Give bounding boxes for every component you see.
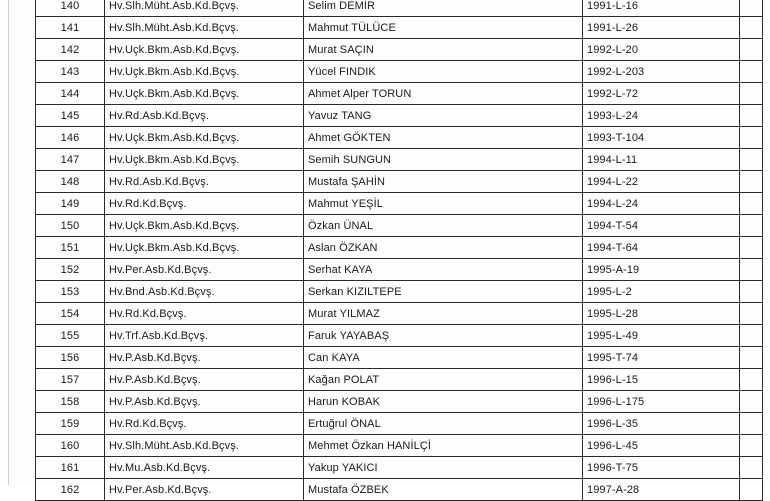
row-number-cell: 158 [36,391,105,413]
table-row [36,435,763,457]
name-cell: Mehmet Özkan HANİLÇİ [304,435,583,457]
rank-cell: Hv.Uçk.Bkm.Asb.Kd.Bçvş. [105,83,304,105]
name-cell: Ertuğrul ÖNAL [304,413,583,435]
rank-cell: Hv.Per.Asb.Kd.Bçvş. [105,479,304,501]
rank-cell: Hv.Trf.Asb.Kd.Bçvş. [105,325,304,347]
row-number-cell: 149 [36,193,105,215]
name-cell: Mustafa ÖZBEK [304,479,583,501]
row-number-cell: 153 [36,281,105,303]
registry-number-cell: 1995-T-74 [583,347,740,369]
name-cell: Yavuz TANG [304,105,583,127]
table-row [36,193,763,215]
registry-number-cell: 1992-L-203 [583,61,740,83]
trailing-cell [740,237,763,259]
table-row [36,303,763,325]
table-row [36,369,763,391]
rank-cell: Hv.Per.Asb.Kd.Bçvş. [105,259,304,281]
name-cell: Mahmut TÜLÜCE [304,17,583,39]
trailing-cell [740,303,763,325]
table-row [36,479,763,501]
rank-cell: Hv.P.Asb.Kd.Bçvş. [105,347,304,369]
trailing-cell [740,413,763,435]
trailing-cell [740,171,763,193]
registry-number-cell: 1994-L-11 [583,149,740,171]
registry-number-cell: 1991-L-26 [583,17,740,39]
trailing-cell [740,369,763,391]
page-edge-line [8,0,9,485]
rank-cell: Hv.Uçk.Bkm.Asb.Kd.Bçvş. [105,149,304,171]
name-cell: Yücel FINDIK [304,61,583,83]
rank-cell: Hv.Slh.Müht.Asb.Kd.Bçvş. [105,17,304,39]
trailing-cell [740,39,763,61]
row-number-cell: 147 [36,149,105,171]
table-row [36,259,763,281]
row-number-cell: 150 [36,215,105,237]
name-cell: Harun KOBAK [304,391,583,413]
table-row [36,237,763,259]
rank-cell: Hv.Bnd.Asb.Kd.Bçvş. [105,281,304,303]
registry-number-cell: 1996-T-75 [583,457,740,479]
trailing-cell [740,391,763,413]
registry-number-cell: 1995-L-2 [583,281,740,303]
rank-cell: Hv.Rd.Asb.Kd.Bçvş. [105,171,304,193]
rank-cell: Hv.Rd.Kd.Bçvş. [105,193,304,215]
table-row [36,127,763,149]
name-cell: Mustafa ŞAHİN [304,171,583,193]
name-cell: Özkan ÜNAL [304,215,583,237]
table-row [36,281,763,303]
table-row [36,105,763,127]
name-cell: Mahmut YEŞİL [304,193,583,215]
trailing-cell [740,281,763,303]
name-cell: Aslan ÖZKAN [304,237,583,259]
trailing-cell [740,347,763,369]
registry-number-cell: 1993-T-104 [583,127,740,149]
rank-cell: Hv.P.Asb.Kd.Bçvş. [105,369,304,391]
row-number-cell: 156 [36,347,105,369]
registry-number-cell: 1991-L-16 [583,0,740,17]
table-row [36,413,763,435]
name-cell: Yakup YAKICI [304,457,583,479]
name-cell: Can KAYA [304,347,583,369]
name-cell: Murat SAÇIN [304,39,583,61]
table-row [36,457,763,479]
name-cell: Serkan KIZILTEPE [304,281,583,303]
rank-cell: Hv.Rd.Kd.Bçvş. [105,413,304,435]
table-row [36,61,763,83]
table-row [36,17,763,39]
row-number-cell: 148 [36,171,105,193]
rank-cell: Hv.Rd.Kd.Bçvş. [105,303,304,325]
row-number-cell: 159 [36,413,105,435]
registry-number-cell: 1994-L-22 [583,171,740,193]
trailing-cell [740,61,763,83]
row-number-cell: 155 [36,325,105,347]
row-number-cell: 140 [36,0,105,17]
name-cell: Serhat KAYA [304,259,583,281]
personnel-table [35,0,763,501]
row-number-cell: 141 [36,17,105,39]
row-number-cell: 151 [36,237,105,259]
trailing-cell [740,435,763,457]
table-row [36,149,763,171]
table-row [36,0,763,17]
trailing-cell [740,127,763,149]
rank-cell: Hv.Uçk.Bkm.Asb.Kd.Bçvş. [105,215,304,237]
trailing-cell [740,215,763,237]
rank-cell: Hv.P.Asb.Kd.Bçvş. [105,391,304,413]
registry-number-cell: 1995-L-49 [583,325,740,347]
table-row [36,215,763,237]
name-cell: Ahmet Alper TORUN [304,83,583,105]
rank-cell: Hv.Mu.Asb.Kd.Bçvş. [105,457,304,479]
trailing-cell [740,105,763,127]
name-cell: Murat YILMAZ [304,303,583,325]
rank-cell: Hv.Uçk.Bkm.Asb.Kd.Bçvş. [105,61,304,83]
name-cell: Selim DEMİR [304,0,583,17]
registry-number-cell: 1995-A-19 [583,259,740,281]
row-number-cell: 160 [36,435,105,457]
rank-cell: Hv.Slh.Müht.Asb.Kd.Bçvş. [105,435,304,457]
table-row [36,391,763,413]
table-row [36,171,763,193]
trailing-cell [740,193,763,215]
row-number-cell: 143 [36,61,105,83]
row-number-cell: 152 [36,259,105,281]
rank-cell: Hv.Uçk.Bkm.Asb.Kd.Bçvş. [105,127,304,149]
registry-number-cell: 1992-L-20 [583,39,740,61]
table-row [36,39,763,61]
trailing-cell [740,457,763,479]
name-cell: Ahmet GÖKTEN [304,127,583,149]
row-number-cell: 142 [36,39,105,61]
registry-number-cell: 1992-L-72 [583,83,740,105]
rank-cell: Hv.Uçk.Bkm.Asb.Kd.Bçvş. [105,237,304,259]
registry-number-cell: 1994-L-24 [583,193,740,215]
trailing-cell [740,0,763,17]
name-cell: Kağan POLAT [304,369,583,391]
rank-cell: Hv.Slh.Müht.Asb.Kd.Bçvş. [105,0,304,17]
row-number-cell: 144 [36,83,105,105]
registry-number-cell: 1997-A-28 [583,479,740,501]
trailing-cell [740,259,763,281]
trailing-cell [740,479,763,501]
registry-number-cell: 1996-L-45 [583,435,740,457]
rank-cell: Hv.Rd.Asb.Kd.Bçvş. [105,105,304,127]
row-number-cell: 145 [36,105,105,127]
trailing-cell [740,83,763,105]
name-cell: Faruk YAYABAŞ [304,325,583,347]
personnel-table-body [36,0,763,501]
table-row [36,347,763,369]
registry-number-cell: 1996-L-35 [583,413,740,435]
trailing-cell [740,325,763,347]
registry-number-cell: 1993-L-24 [583,105,740,127]
registry-number-cell: 1994-T-64 [583,237,740,259]
table-row [36,325,763,347]
row-number-cell: 161 [36,457,105,479]
row-number-cell: 157 [36,369,105,391]
row-number-cell: 154 [36,303,105,325]
registry-number-cell: 1995-L-28 [583,303,740,325]
row-number-cell: 162 [36,479,105,501]
table-row [36,83,763,105]
registry-number-cell: 1996-L-15 [583,369,740,391]
row-number-cell: 146 [36,127,105,149]
trailing-cell [740,17,763,39]
name-cell: Semih SUNGUN [304,149,583,171]
registry-number-cell: 1996-L-175 [583,391,740,413]
rank-cell: Hv.Uçk.Bkm.Asb.Kd.Bçvş. [105,39,304,61]
registry-number-cell: 1994-T-54 [583,215,740,237]
trailing-cell [740,149,763,171]
